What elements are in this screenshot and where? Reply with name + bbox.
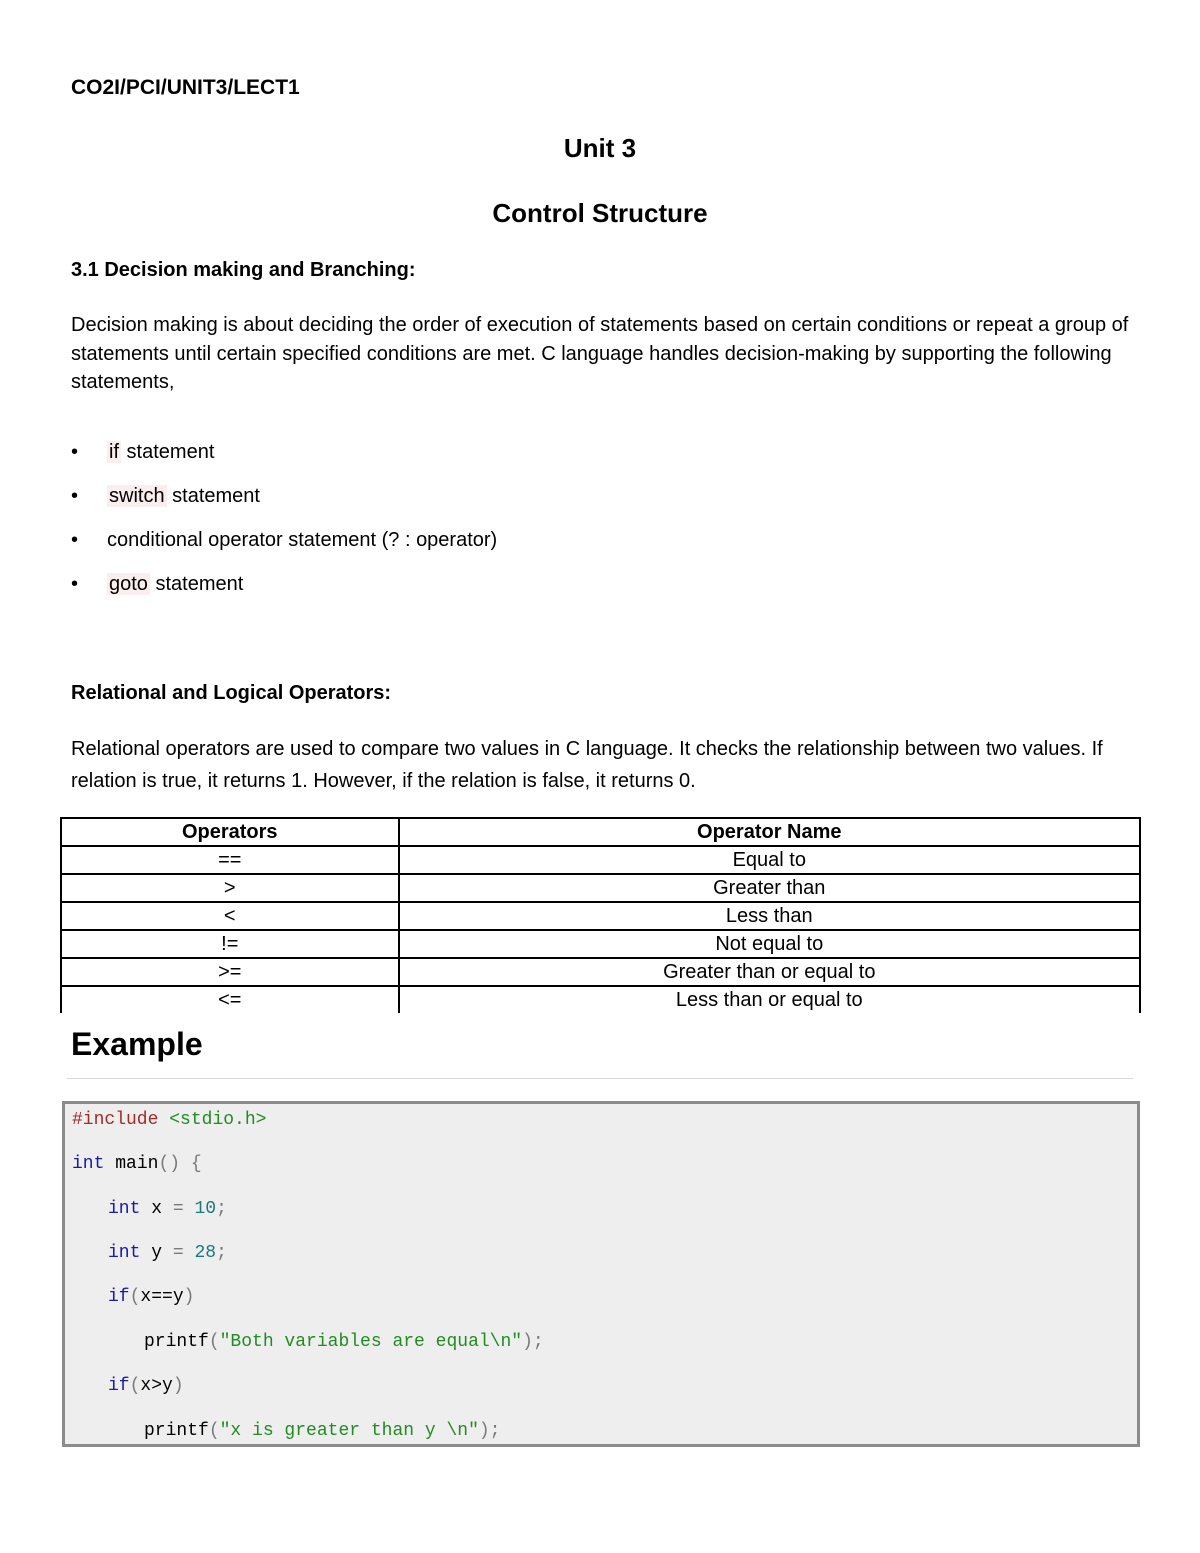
code-line: printf("Both variables are equal\n");: [144, 1332, 544, 1352]
statement-list: [71, 438, 497, 614]
table-row: > Greater than: [61, 874, 1140, 902]
code-line: int main() {: [72, 1154, 202, 1174]
example-heading: Example: [71, 1026, 203, 1062]
keyword-goto: goto: [109, 573, 148, 595]
list-item: • if statement: [71, 438, 497, 482]
divider: [67, 1078, 1133, 1079]
document-header-code: CO2I/PCI/UNIT3/LECT1: [71, 76, 300, 99]
operators-table: [60, 817, 1141, 1013]
column-header-operator-name: Operator Name: [399, 818, 1140, 846]
table-row: >= Greater than or equal to: [61, 958, 1140, 986]
unit-title: Unit 3: [563, 133, 637, 163]
relational-operators-paragraph: Relational operators are used to compare two values in C language. It checks the relationship between two values. If relation is true, it returns 1. However, if the relation is false, it returns 0.: [71, 738, 1103, 792]
section-heading-operators: Relational and Logical Operators:: [71, 682, 392, 704]
code-line: int x = 10;: [108, 1199, 227, 1219]
code-block: [62, 1101, 1140, 1447]
code-line: if(x>y): [108, 1376, 184, 1396]
table-row: != Not equal to: [61, 930, 1140, 958]
list-item: • conditional operator statement (? : operator): [71, 526, 497, 570]
table-row: <= Less than or equal to: [61, 986, 1140, 1013]
list-item: • goto statement: [71, 570, 497, 614]
table-row: < Less than: [61, 902, 1140, 930]
code-line: #include <stdio.h>: [72, 1110, 267, 1130]
keyword-if: if: [109, 441, 119, 463]
section-heading-decision-making: 3.1 Decision making and Branching:: [71, 259, 416, 281]
code-line: if(x==y): [108, 1287, 195, 1307]
code-line: printf("x is greater than y \n");: [144, 1421, 501, 1441]
code-line: int y = 28;: [108, 1243, 227, 1263]
list-item: • switch statement: [71, 482, 497, 526]
table-row: == Equal to: [61, 846, 1140, 874]
column-header-operators: Operators: [61, 818, 399, 846]
topic-title: Control Structure: [492, 198, 708, 228]
keyword-switch: switch: [109, 485, 165, 507]
decision-making-paragraph: Decision making is about deciding the order of execution of statements based on certain conditions or repeat a group of statements until certain specified conditions are met. C language handles decision-making by supporting the following statements,: [71, 314, 1129, 393]
